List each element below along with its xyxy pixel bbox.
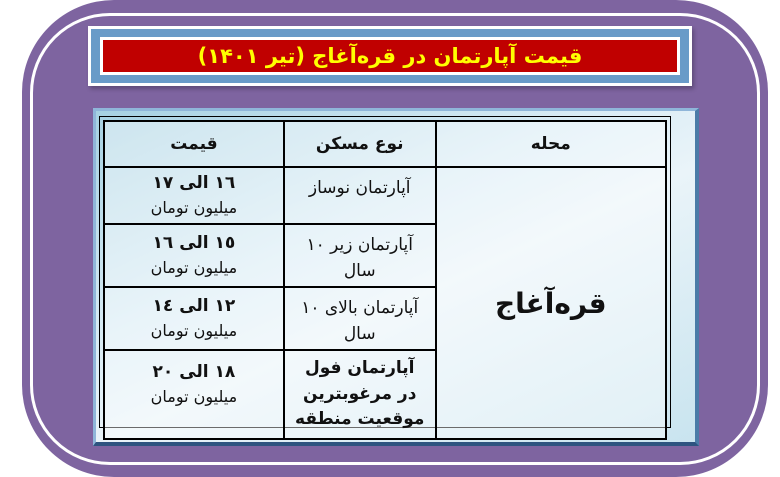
title-banner xyxy=(88,26,692,86)
housing-type-cell: آپارتمان نوساز xyxy=(284,167,436,224)
price-table-border xyxy=(99,116,671,428)
price-range: ١٦ الی ١٧ xyxy=(152,173,236,193)
slide-title: قیمت آپارتمان در قره‌آغاج (تیر ۱۴۰۱) xyxy=(197,44,583,68)
price-cell xyxy=(104,224,284,287)
housing-type-cell: آپارتمان فول در مرغوبترین موقعیت منطقه xyxy=(284,350,436,439)
table-header-row xyxy=(104,121,666,167)
price-unit: میلیون تومان xyxy=(150,387,238,407)
header-housing-type: نوع مسکن xyxy=(284,121,436,167)
price-range: ١٥ الی ١٦ xyxy=(152,233,236,254)
title-banner-blue-border xyxy=(91,29,689,83)
table-row xyxy=(104,167,666,224)
price-range: ١٨ الی ٢٠ xyxy=(152,362,236,383)
price-unit: میلیون تومان xyxy=(150,258,238,278)
price-cell xyxy=(104,167,284,224)
neighborhood-cell: قره‌آغاج xyxy=(436,167,666,439)
title-banner-red-fill xyxy=(103,40,677,72)
price-cell xyxy=(104,287,284,350)
price-table xyxy=(103,120,667,440)
housing-type-cell: آپارتمان بالای ١٠ سال xyxy=(284,287,436,350)
title-banner-white-border xyxy=(100,37,680,75)
housing-type-cell: آپارتمان زیر ١٠ سال xyxy=(284,224,436,287)
price-unit: میلیون تومان xyxy=(150,198,238,218)
price-range: ١٢ الی ١٤ xyxy=(152,296,236,317)
price-cell xyxy=(104,350,284,439)
header-neighborhood: محله xyxy=(436,121,666,167)
table-panel xyxy=(93,108,699,446)
header-price: قیمت xyxy=(104,121,284,167)
price-unit: میلیون تومان xyxy=(150,321,238,341)
